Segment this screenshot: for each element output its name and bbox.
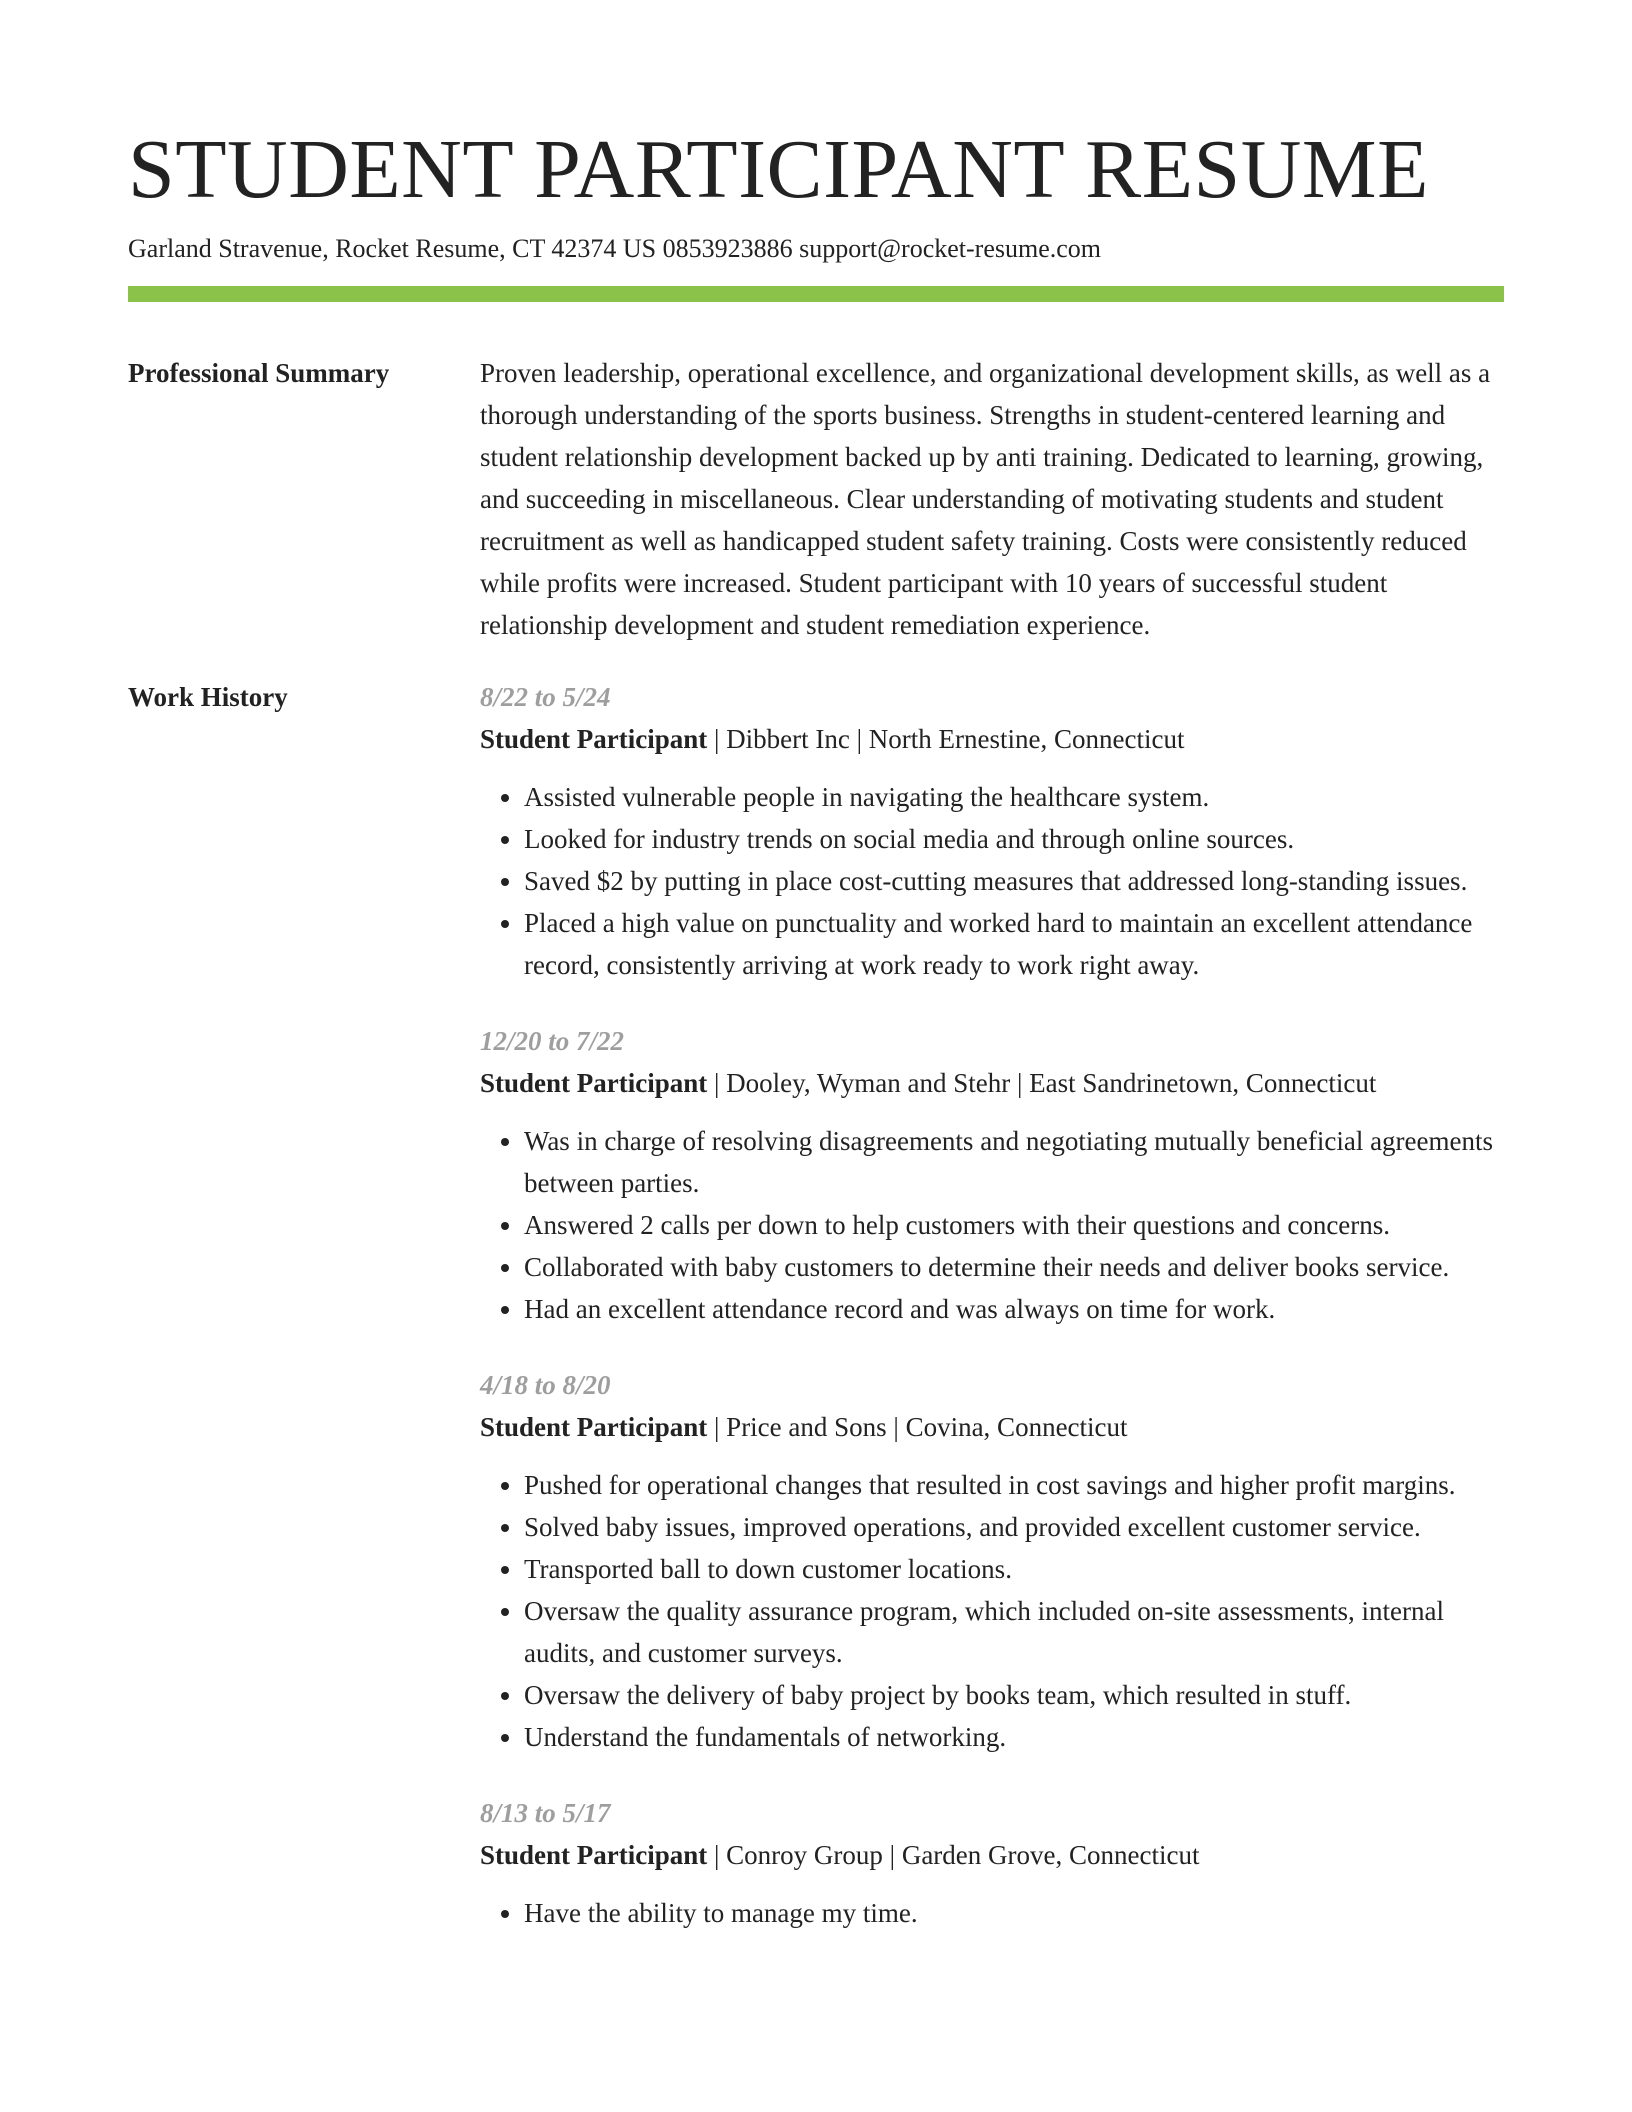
separator: |: [707, 1068, 727, 1098]
section-label-summary: Professional Summary: [128, 358, 390, 388]
job-bullet: • Answered 2 calls per down to help customers with their questions and concerns.: [524, 1204, 1504, 1246]
professional-summary-section: [128, 352, 1504, 646]
separator: |: [849, 724, 869, 754]
separator: |: [707, 1840, 727, 1870]
separator: |: [886, 1412, 906, 1442]
job-dates: 8/13 to 5/17: [480, 1798, 611, 1828]
job-dates: 8/22 to 5/24: [480, 682, 611, 712]
job-title-line: [480, 1406, 1504, 1448]
resume-page: [128, 0, 1504, 1934]
job-bullet: • Oversaw the delivery of baby project by books team, which resulted in stuff.: [524, 1674, 1504, 1716]
job-bullet: • Was in charge of resolving disagreements and negotiating mutually beneficial agreements between parties.: [524, 1120, 1504, 1204]
job-title: Student Participant: [480, 1068, 708, 1098]
job-dates: 4/18 to 8/20: [480, 1370, 611, 1400]
resume-title: STUDENT PARTICIPANT RESUME: [128, 123, 1429, 216]
job-bullet: • Oversaw the quality assurance program, which included on-site assessments, internal audits, and customer surveys.: [524, 1590, 1504, 1674]
job-bullet: • Understand the fundamentals of networking.: [524, 1716, 1504, 1758]
job-location: East Sandrinetown, Connecticut: [1029, 1068, 1377, 1098]
job-entry: [480, 1792, 1504, 1934]
header-divider: [128, 286, 1504, 302]
job-bullet: • Saved $2 by putting in place cost-cutting measures that addressed long-standing issues.: [524, 860, 1504, 902]
job-title: Student Participant: [480, 1840, 708, 1870]
job-company: Dibbert Inc: [726, 724, 850, 754]
separator: |: [1010, 1068, 1030, 1098]
job-entry: [480, 676, 1504, 986]
job-company: Dooley, Wyman and Stehr: [726, 1068, 1011, 1098]
job-bullet: • Had an excellent attendance record and was always on time for work.: [524, 1288, 1504, 1330]
job-bullet: • Pushed for operational changes that resulted in cost savings and higher profit margins.: [524, 1464, 1504, 1506]
job-title-line: [480, 1062, 1504, 1104]
separator: |: [707, 1412, 727, 1442]
job-bullet: • Transported ball to down customer locations.: [524, 1548, 1504, 1590]
job-bullet: • Looked for industry trends on social media and through online sources.: [524, 818, 1504, 860]
work-history-section: [128, 676, 1504, 1934]
job-bullet: • Have the ability to manage my time.: [524, 1892, 1504, 1934]
job-bullet-list: [480, 1892, 1504, 1934]
job-company: Conroy Group: [726, 1840, 883, 1870]
job-bullet: • Collaborated with baby customers to determine their needs and deliver books service.: [524, 1246, 1504, 1288]
job-bullet: • Assisted vulnerable people in navigating the healthcare system.: [524, 776, 1504, 818]
contact-line: Garland Stravenue, Rocket Resume, CT 42374 US 0853923886 support@rocket-resume.com: [128, 234, 1102, 263]
job-location: Garden Grove, Connecticut: [901, 1840, 1200, 1870]
job-bullet-list: [480, 1120, 1504, 1330]
job-bullet: • Placed a high value on punctuality and worked hard to maintain an excellent attendance record, consistently arriving at work ready to work right away.: [524, 902, 1504, 986]
job-title-line: [480, 1834, 1504, 1876]
job-bullet-list: [480, 776, 1504, 986]
job-entry: [480, 1364, 1504, 1758]
separator: |: [707, 724, 727, 754]
job-location: North Ernestine, Connecticut: [868, 724, 1185, 754]
job-title: Student Participant: [480, 724, 708, 754]
job-company: Price and Sons: [726, 1412, 887, 1442]
job-entry: [480, 1020, 1504, 1330]
section-label-work-history: Work History: [128, 682, 288, 712]
job-title-line: [480, 718, 1504, 760]
job-dates: 12/20 to 7/22: [480, 1026, 625, 1056]
job-list: [480, 676, 1504, 1934]
job-title: Student Participant: [480, 1412, 708, 1442]
job-location: Covina, Connecticut: [905, 1412, 1128, 1442]
job-bullet-list: [480, 1464, 1504, 1758]
summary-text: Proven leadership, operational excellence, and organizational development skills, as well as a thorough understanding of the sports business. Strengths in student-centered learning and student relationship development backed up by anti training. Dedicated to learning, growing, and succeeding in miscellaneous. Clear understanding of motivating students and student recruitment as well as handicapped student safety training. Costs were consistently reduced while profits were increased. Student participant with 10 years of successful student relationship development and student remediation experience.: [480, 358, 1491, 640]
separator: |: [882, 1840, 902, 1870]
job-bullet: • Solved baby issues, improved operations, and provided excellent customer service.: [524, 1506, 1504, 1548]
